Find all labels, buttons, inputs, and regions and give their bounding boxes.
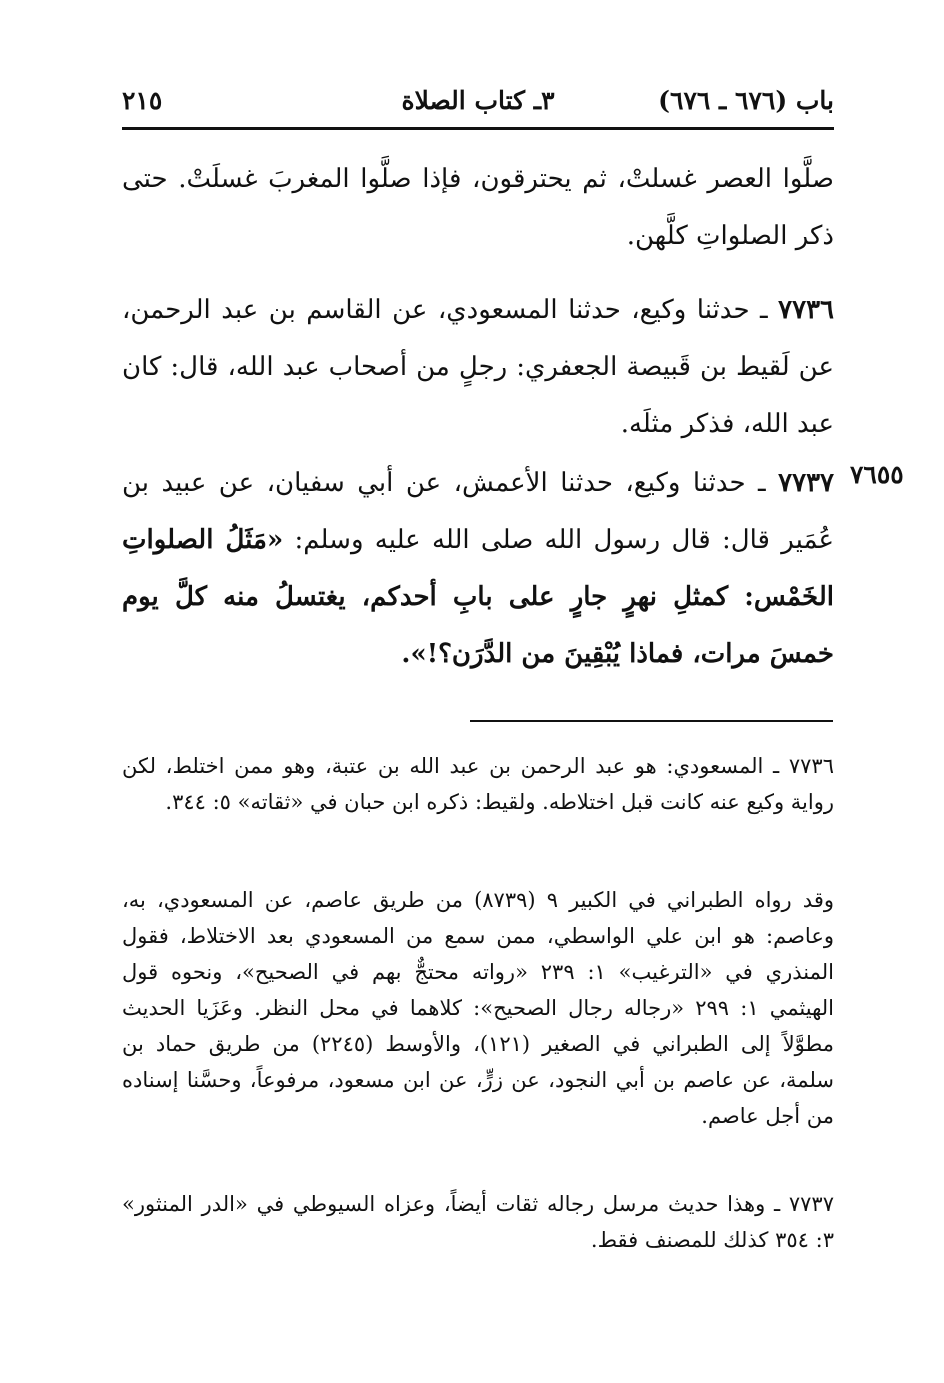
page-header: [122, 84, 834, 124]
margin-number: ٧٦٥٥: [850, 460, 904, 489]
book-title: ٣ـ كتاب الصلاة: [401, 86, 555, 115]
footnote-divider: [470, 720, 833, 722]
footnote-7737: [122, 1186, 834, 1258]
header-divider: [122, 127, 834, 130]
footnote-text: ٧٧٣٦ ـ المسعودي: هو عبد الرحمن بن عبد الله بن عتبة، وهو ممن اختلط، لكن رواية وكيع عنه كانت قبل اختلاطه. ولقيط: ذكره ابن حبان في «ثقاته» ٥: ٣٤٤.: [122, 754, 834, 814]
hadith-7737: [122, 455, 834, 683]
hadith-number: ٧٧٣٦: [778, 295, 834, 325]
footnote-text: ٧٧٣٧ ـ وهذا حديث مرسل رجاله ثقات أيضاً، وعزاه السيوطي في «الدر المنثور» ٣: ٣٥٤ كذلك للمصنف فقط.: [122, 1192, 834, 1252]
hadith-number: ٧٧٣٧: [778, 468, 834, 498]
paragraph-continuation: [122, 151, 834, 265]
hadith-text: ـ حدثنا وكيع، حدثنا المسعودي، عن القاسم بن عبد الرحمن، عن لَقيط بن قَبيصة الجعفري: رجلٍ من أصحاب عبد الله، قال: كان عبد الله، فذكر مثلَه.: [122, 295, 834, 439]
paragraph-text: صلَّوا العصر غسلتْ، ثم يحترقون، فإذا صلَّوا المغربَ غسلَتْ. حتى ذكر الصلواتِ كلَّهن.: [122, 164, 834, 251]
hadith-paragraph: [122, 455, 834, 683]
page-number: ٢١٥: [122, 86, 163, 115]
hadith-text: ـ حدثنا وكيع، حدثنا الأعمش، عن أبي سفيان، عن عبيد بن عُمَير قال: قال رسول الله صلى الله عليه وسلم:: [122, 468, 834, 555]
footnote-7736: [122, 748, 834, 820]
hadith-paragraph: [122, 282, 834, 453]
hadith-quote: «مَثَلُ الصلواتِ الخَمْس: كمثلِ نهرٍ جارٍ على بابِ أحدكم، يغتسلُ منه كلَّ يوم خمسَ مرات، فماذا يُبْقِينَ من الدَّرَن؟!».: [122, 525, 834, 669]
footnote-7736-continued: [122, 882, 834, 1134]
chapter-title: باب (٦٧٦ ـ ٦٧٦): [658, 86, 834, 115]
footnote-text: وقد رواه الطبراني في الكبير ٩ (٨٧٣٩) من طريق عاصم، عن المسعودي، به، وعاصم: هو ابن علي الواسطي، ممن سمع من المسعودي بعد الاختلاط، فقول المنذري في «الترغيب» ١: ٢٣٩ «رواته محتجٌّ بهم في الصحيح»، ونحوه قول الهيثمي ١: ٢٩٩ «رجاله رجال الصحيح»: كلاهما في محل النظر. وعَزَيا الحديث مطوَّلاً إلى الطبراني في الصغير (١٢١)، والأوسط (٢٢٤٥) من طريق حماد بن سلمة، عن عاصم بن أبي النجود، عن زرٍّ، عن ابن مسعود، مرفوعاً، وحسَّنا إسناده من أجل عاصم.: [122, 888, 834, 1128]
hadith-7736: [122, 282, 834, 453]
